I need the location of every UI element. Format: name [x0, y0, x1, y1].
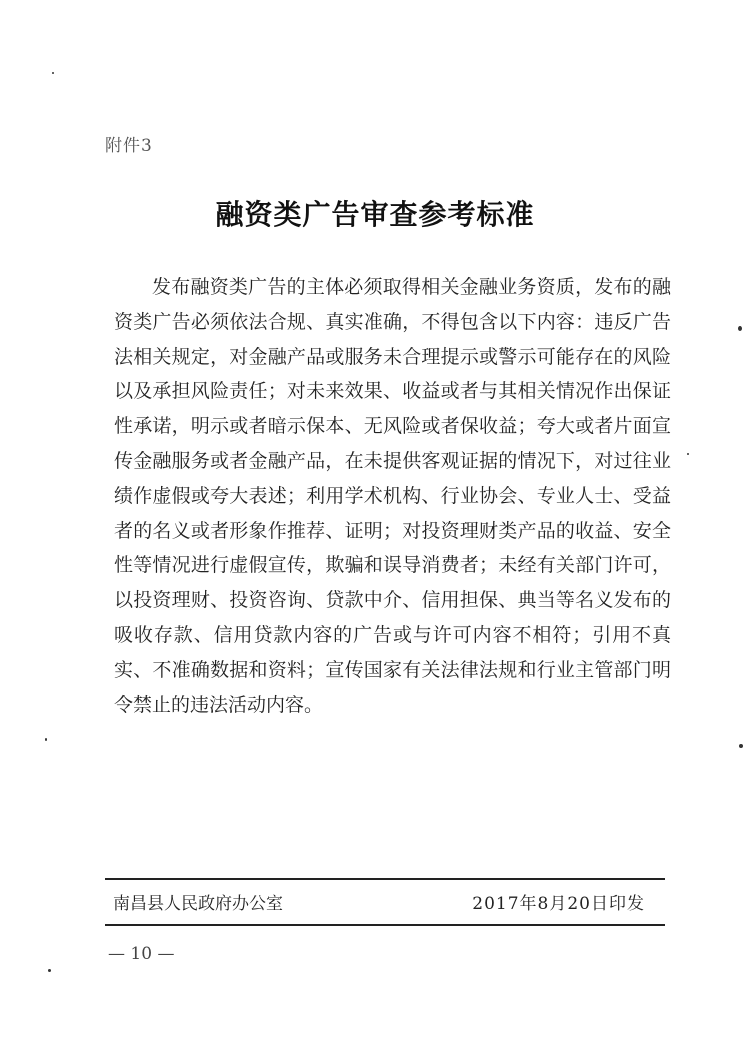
attachment-label: 附件3 [105, 136, 153, 156]
scan-speck [45, 738, 47, 741]
document-title: 融资类广告审查参考标准 [215, 198, 535, 231]
scan-speck [687, 453, 689, 455]
page-number: — 10 — [108, 944, 175, 964]
scan-speck [48, 969, 51, 972]
scan-speck [738, 326, 742, 331]
footer-top-rule [105, 878, 665, 880]
issuer: 南昌县人民政府办公室 [113, 894, 283, 914]
footer-bottom-rule [105, 924, 665, 926]
issue-date: 2017年8月20日印发 [472, 894, 645, 914]
scan-speck [52, 72, 54, 74]
body-paragraph: 发布融资类广告的主体必须取得相关金融业务资质，发布的融资类广告必须依法合规、真实准确，不得包含以下内容：违反广告法相关规定，对金融产品或服务未合理提示或警示可能存在的风险以及承担风险责任；对未来效果、收益或者与其相关情况作出保证性承诺，明示或者暗示保本、无风险或者保收益；夸大或者片面宣传金融服务或者金融产品，在未提供客观证据的情况下，对过往业绩作虚假或夸大表述；利用学术机构、行业协会、专业人士、受益者的名义或者形象作推荐、证明；对投资理财类产品的收益、安全性等情况进行虚假宣传，欺骗和误导消费者；未经有关部门许可，以投资理财、投资咨询、贷款中介、信用担保、典当等名义发布的吸收存款、信用贷款内容的广告或与许可内容不相符；引用不真实、不准确数据和资料；宣传国家有关法律法规和行业主管部门明令禁止的违法活动内容。 [114, 276, 671, 716]
scan-speck [739, 744, 743, 748]
